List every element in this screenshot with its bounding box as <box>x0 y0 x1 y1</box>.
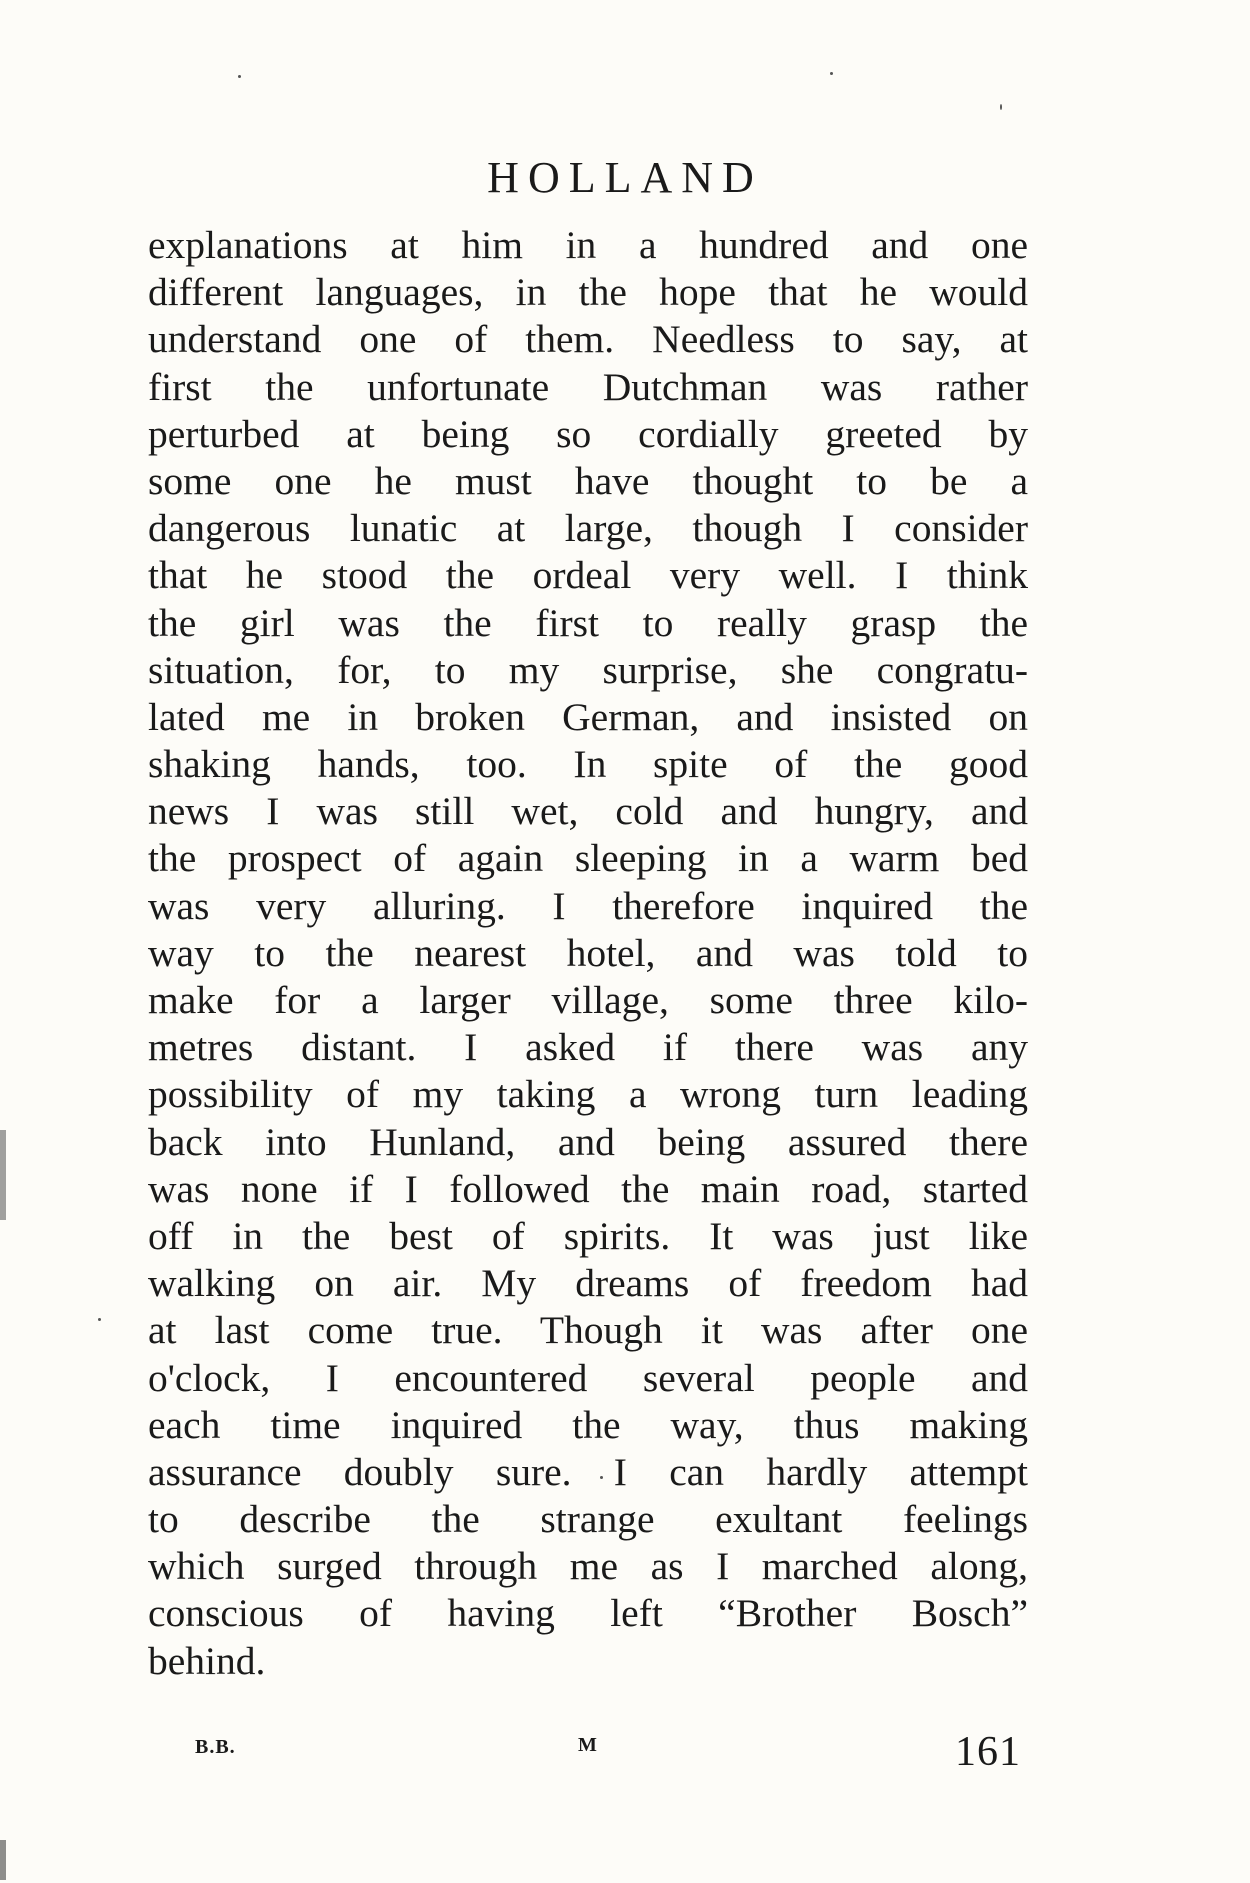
text-line: back into Hunland, and being assured there <box>148 1119 1028 1164</box>
text-line: first the unfortunate Dutchman was rather <box>148 364 1028 409</box>
text-line: at last come true. Though it was after one <box>148 1308 1028 1353</box>
page-edge-shadow <box>0 1130 6 1220</box>
text-line: to describe the strange exultant feelings <box>148 1497 1028 1542</box>
text-line: assurance doubly sure. I can hardly attempt <box>148 1449 1028 1494</box>
text-line: perturbed at being so cordially greeted by <box>148 411 1028 456</box>
signature-mark: B.B. <box>195 1736 236 1758</box>
text-line: conscious of having left “Brother Bosch” <box>148 1591 1028 1636</box>
text-line: walking on air. My dreams of freedom had <box>148 1261 1028 1306</box>
text-line: behind. <box>148 1638 266 1683</box>
text-line: possibility of my taking a wrong turn leading <box>148 1072 1028 1117</box>
paper-speck <box>830 72 833 75</box>
text-line: understand one of them. Needless to say, at <box>148 317 1028 362</box>
paper-speck <box>98 1318 101 1321</box>
paper-speck <box>238 75 241 78</box>
text-line: the girl was the first to really grasp the <box>148 600 1028 645</box>
body-text <box>148 222 1028 1685</box>
text-line: shaking hands, too. In spite of the good <box>148 742 1028 787</box>
text-line: different languages, in the hope that he would <box>148 270 1028 315</box>
text-line: the prospect of again sleeping in a warm bed <box>148 836 1028 881</box>
page-number: 161 <box>955 1729 1021 1775</box>
text-line: news I was still wet, cold and hungry, and <box>148 789 1028 834</box>
text-line: which surged through me as I marched along, <box>148 1544 1028 1589</box>
text-line: explanations at him in a hundred and one <box>148 223 1028 267</box>
text-line: was very alluring. I therefore inquired the <box>148 883 1028 928</box>
paper-speck <box>1000 104 1002 110</box>
page-footer <box>0 1728 1250 1788</box>
text-line: o'clock, I encountered several people and <box>148 1355 1028 1400</box>
text-line: metres distant. I asked if there was any <box>148 1025 1028 1070</box>
page-edge-shadow <box>0 1840 6 1880</box>
text-line: lated me in broken German, and insisted on <box>148 694 1028 739</box>
text-line: way to the nearest hotel, and was told to <box>148 930 1028 975</box>
text-line: dangerous lunatic at large, though I consider <box>148 506 1028 551</box>
text-line: some one he must have thought to be a <box>148 458 1028 503</box>
running-head: HOLLAND <box>487 153 763 202</box>
text-line: that he stood the ordeal very well. I think <box>148 553 1028 598</box>
text-line: situation, for, to my surprise, she congratu- <box>148 647 1028 692</box>
gathering-mark: M <box>578 1734 597 1756</box>
text-line: was none if I followed the main road, started <box>148 1166 1028 1211</box>
text-line: make for a larger village, some three kilo- <box>148 978 1028 1022</box>
text-line: each time inquired the way, thus making <box>148 1402 1028 1447</box>
text-line: off in the best of spirits. It was just like <box>148 1213 1028 1258</box>
